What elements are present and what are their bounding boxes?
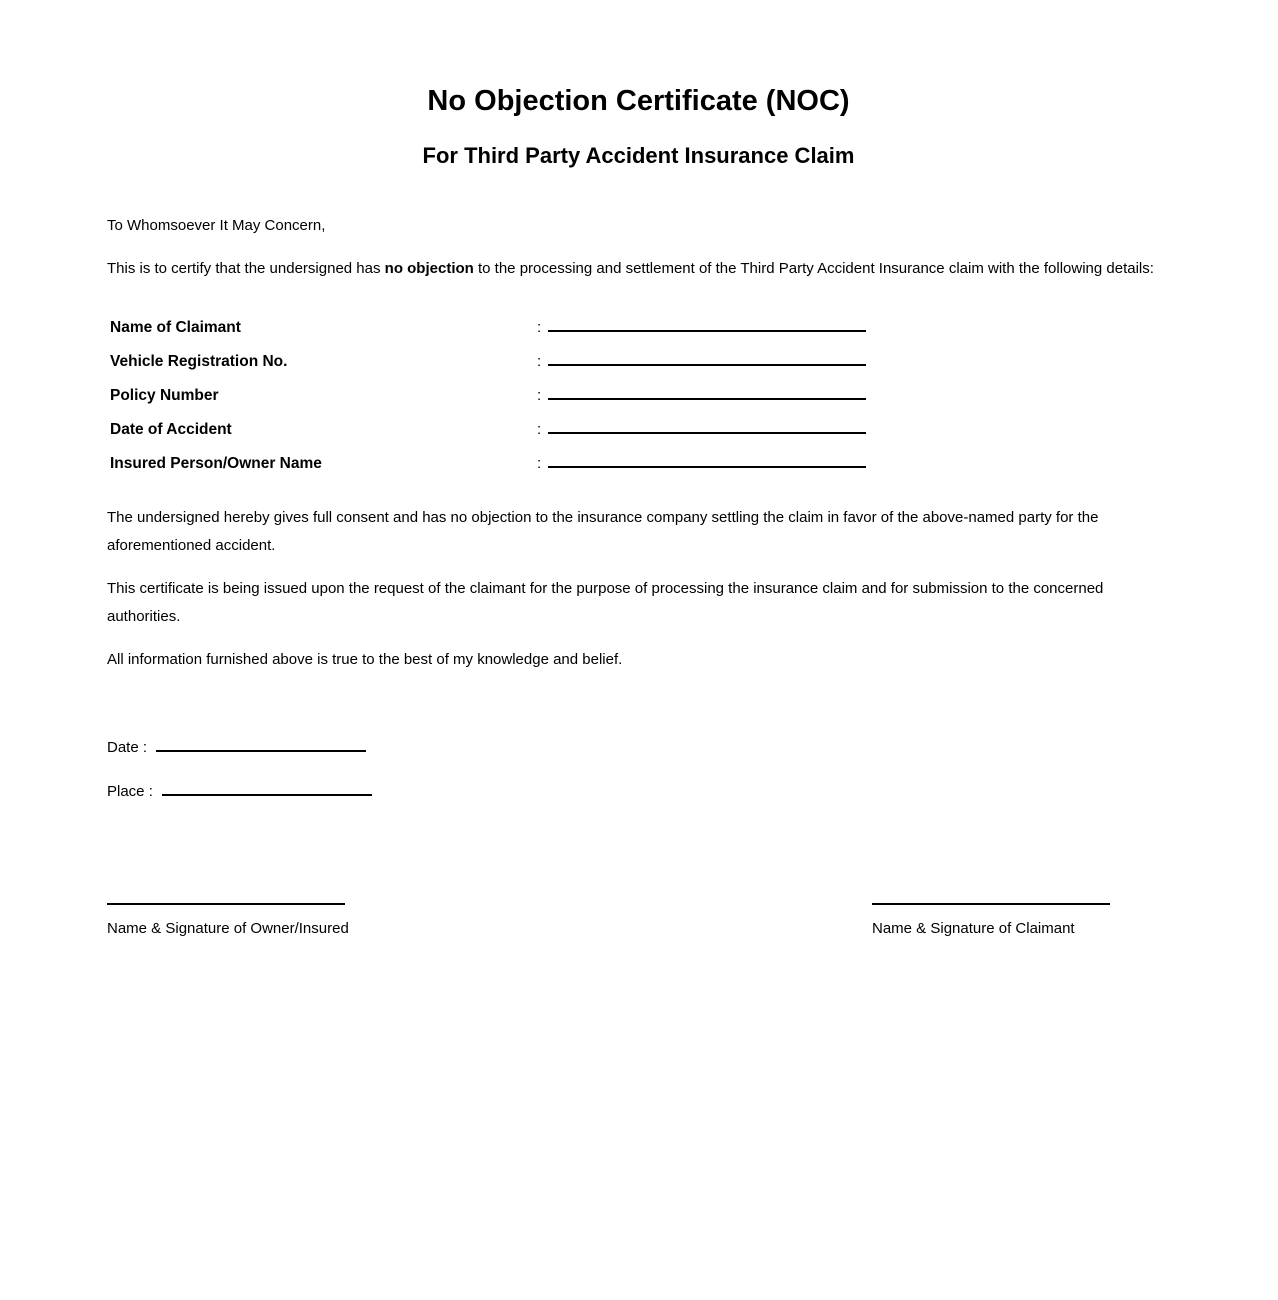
field-label-insured-owner-name: Insured Person/Owner Name [110,455,322,472]
details-field-list [107,317,1170,474]
field-blank-policy-number[interactable] [548,398,866,400]
claimant-signature-label: Name & Signature of Claimant [872,920,1075,937]
page-subtitle: For Third Party Accident Insurance Claim [422,143,855,168]
field-row-vehicle-registration [107,351,1170,372]
signature-section [107,903,1170,939]
field-label-vehicle-registration: Vehicle Registration No. [110,353,288,370]
intro-text-before: This is to certify that the undersigned has [107,260,385,277]
purpose-paragraph: This certificate is being issued upon the request of the claimant for the purpose of processing the insurance claim and for submission to the concerned authorities. [107,580,1104,625]
field-separator: : [537,387,542,404]
claimant-signature-line[interactable] [872,903,1110,905]
field-row-insured-owner-name [107,453,1170,474]
field-row-policy-number [107,385,1170,406]
owner-signature-label: Name & Signature of Owner/Insured [107,920,349,937]
field-blank-vehicle-registration[interactable] [548,364,866,366]
field-separator: : [537,353,542,370]
field-row-claimant-name [107,317,1170,338]
field-label-accident-date: Date of Accident [110,421,232,438]
field-label-claimant-name: Name of Claimant [110,319,241,336]
date-row [107,734,1170,762]
declaration-paragraph: All information furnished above is true to the best of my knowledge and belief. [107,651,623,668]
date-blank-line[interactable] [156,750,366,752]
consent-paragraph: The undersigned hereby gives full consent and has no objection to the insurance company settling the claim in favor of the above-named party for the aforementioned accident. [107,509,1099,554]
field-blank-claimant-name[interactable] [548,330,866,332]
field-row-accident-date [107,419,1170,440]
salutation-text: To Whomsoever It May Concern, [107,217,326,234]
intro-paragraph [107,255,1170,283]
place-label: Place : [107,783,153,800]
field-separator: : [537,319,542,336]
intro-text-bold: no objection [384,260,474,277]
field-separator: : [537,455,542,472]
field-blank-accident-date[interactable] [548,432,866,434]
intro-text-after: to the processing and settlement of the Third Party Accident Insurance claim with the following details: [473,260,1154,277]
claimant-signature-block [872,903,1110,939]
place-row [107,778,1170,806]
field-separator: : [537,421,542,438]
date-place-section [107,734,1170,806]
page-title: No Objection Certificate (NOC) [427,85,850,117]
field-label-policy-number: Policy Number [110,387,219,404]
place-blank-line[interactable] [162,794,372,796]
date-label: Date : [107,739,148,756]
owner-signature-line[interactable] [107,903,345,905]
field-blank-insured-owner-name[interactable] [548,466,866,468]
owner-signature-block [107,903,349,939]
